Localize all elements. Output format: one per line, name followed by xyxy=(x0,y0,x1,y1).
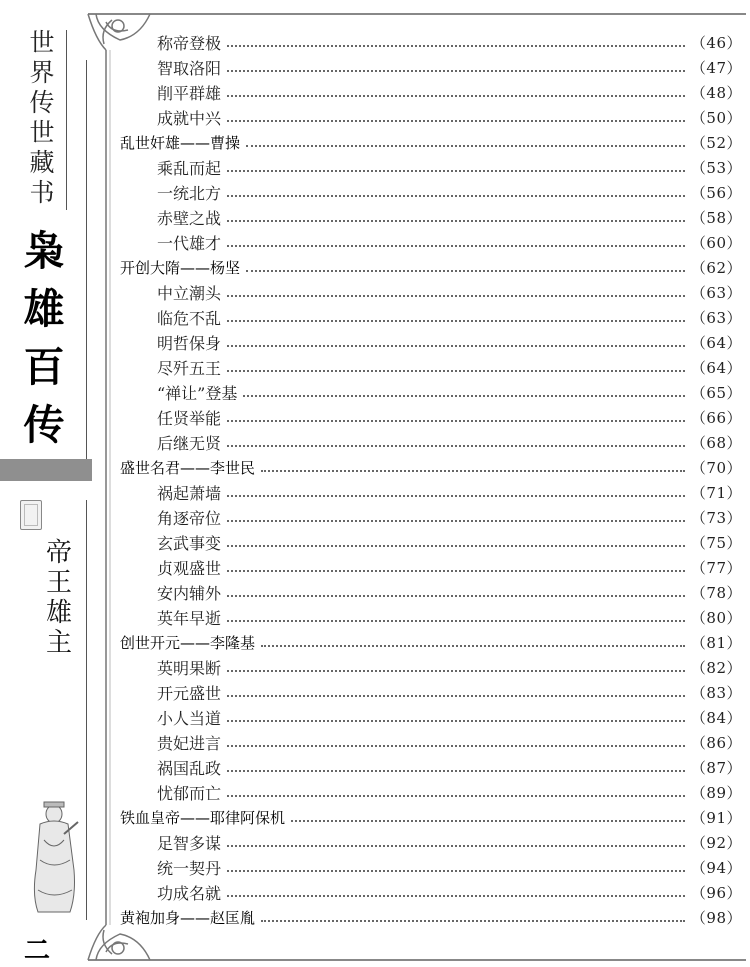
toc-entry-title: 安内辅外 xyxy=(157,584,222,603)
dot-leader xyxy=(227,620,685,622)
toc-entry-page: （84） xyxy=(690,709,742,727)
margin-rule-1 xyxy=(66,30,67,210)
toc-entry-page: （52） xyxy=(690,134,742,152)
toc-section-entry xyxy=(120,55,742,80)
toc-section-entry xyxy=(120,530,742,555)
toc-entry-title: 尽歼五王 xyxy=(157,359,222,378)
dot-leader xyxy=(227,870,685,872)
toc-entry-page: （82） xyxy=(690,659,742,677)
toc-entry-title: “禅让”登基 xyxy=(157,384,238,403)
dot-leader xyxy=(227,320,685,322)
dot-leader xyxy=(227,95,685,97)
toc-section-entry xyxy=(120,580,742,605)
toc-entry-title: 智取洛阳 xyxy=(157,59,222,78)
toc-chapter-entry xyxy=(120,630,742,655)
toc-entry-page: （58） xyxy=(690,209,742,227)
toc-entry-title: 乱世奸雄——曹操 xyxy=(120,134,241,152)
toc-entry-title: 创世开元——李隆基 xyxy=(120,634,256,652)
toc-chapter-entry xyxy=(120,130,742,155)
toc-entry-title: 中立潮头 xyxy=(157,284,222,303)
dot-leader xyxy=(227,545,685,547)
toc-section-entry xyxy=(120,155,742,180)
toc-entry-page: （56） xyxy=(690,184,742,202)
toc-section-entry xyxy=(120,505,742,530)
toc-entry-title: 开创大隋——杨坚 xyxy=(120,259,241,277)
dot-leader xyxy=(261,470,685,472)
dot-leader xyxy=(227,795,685,797)
toc-entry-page: （47） xyxy=(690,59,742,77)
toc-section-entry xyxy=(120,30,742,55)
toc-entry-title: 英明果断 xyxy=(157,659,222,678)
toc-entry-title: 角逐帝位 xyxy=(157,509,222,528)
toc-section-entry xyxy=(120,105,742,130)
margin-rule-2 xyxy=(86,60,87,460)
page-number: 二 xyxy=(24,936,51,966)
toc-entry-page: （78） xyxy=(690,584,742,602)
toc-entry-title: 明哲保身 xyxy=(157,334,222,353)
dot-leader xyxy=(291,820,685,822)
toc-entry-page: （53） xyxy=(690,159,742,177)
toc-section-entry xyxy=(120,730,742,755)
dot-leader xyxy=(227,120,685,122)
toc-entry-page: （98） xyxy=(690,909,742,927)
toc-entry-page: （75） xyxy=(690,534,742,552)
dot-leader xyxy=(227,845,685,847)
dot-leader xyxy=(227,445,685,447)
toc-entry-page: （81） xyxy=(690,634,742,652)
toc-entry-title: 黄袍加身——赵匡胤 xyxy=(120,909,256,927)
toc-entry-title: 一统北方 xyxy=(157,184,222,203)
toc-entry-page: （71） xyxy=(690,484,742,502)
toc-section-entry xyxy=(120,680,742,705)
toc-entry-title: 祸起萧墙 xyxy=(157,484,222,503)
toc-entry-page: （65） xyxy=(690,384,742,402)
toc-entry-title: 开元盛世 xyxy=(157,684,222,703)
toc-section-entry xyxy=(120,755,742,780)
toc-section-entry xyxy=(120,430,742,455)
toc-entry-title: 一代雄才 xyxy=(157,234,222,253)
toc-entry-page: （94） xyxy=(690,859,742,877)
toc-section-entry xyxy=(120,605,742,630)
dot-leader xyxy=(227,745,685,747)
volume-title: 帝 王 雄 主 xyxy=(45,538,72,658)
toc-entry-title: 贵妃进言 xyxy=(157,734,222,753)
toc-chapter-entry xyxy=(120,805,742,830)
dot-leader xyxy=(227,895,685,897)
dot-leader xyxy=(227,170,685,172)
toc-section-entry xyxy=(120,330,742,355)
toc-section-entry xyxy=(120,405,742,430)
dot-leader xyxy=(227,420,685,422)
toc-section-entry xyxy=(120,280,742,305)
toc-entry-page: （60） xyxy=(690,234,742,252)
toc-entry-title: 任贤举能 xyxy=(157,409,222,428)
toc-section-entry xyxy=(120,305,742,330)
dot-leader xyxy=(227,220,685,222)
toc-entry-title: 足智多谋 xyxy=(157,834,222,853)
toc-entry-title: 成就中兴 xyxy=(157,109,222,128)
toc-entry-page: （50） xyxy=(690,109,742,127)
toc-entry-page: （70） xyxy=(690,459,742,477)
toc-entry-title: 玄武事变 xyxy=(157,534,222,553)
toc-entry-title: 忧郁而亡 xyxy=(157,784,222,803)
dot-leader xyxy=(261,645,685,647)
toc-entry-page: （48） xyxy=(690,84,742,102)
toc-entry-page: （62） xyxy=(690,259,742,277)
toc-entry-page: （80） xyxy=(690,609,742,627)
table-of-contents xyxy=(120,30,742,930)
toc-entry-title: 乘乱而起 xyxy=(157,159,222,178)
toc-section-entry xyxy=(120,705,742,730)
toc-section-entry xyxy=(120,555,742,580)
toc-entry-title: 贞观盛世 xyxy=(157,559,222,578)
toc-section-entry xyxy=(120,355,742,380)
toc-entry-page: （91） xyxy=(690,809,742,827)
toc-entry-title: 赤壁之战 xyxy=(157,209,222,228)
toc-entry-page: （63） xyxy=(690,284,742,302)
dot-leader xyxy=(227,720,685,722)
toc-entry-page: （63） xyxy=(690,309,742,327)
dot-leader xyxy=(227,770,685,772)
dot-leader xyxy=(227,570,685,572)
toc-entry-page: （86） xyxy=(690,734,742,752)
dot-leader xyxy=(227,495,685,497)
dot-leader xyxy=(227,245,685,247)
toc-section-entry xyxy=(120,180,742,205)
toc-entry-title: 称帝登极 xyxy=(157,34,222,53)
toc-entry-page: （77） xyxy=(690,559,742,577)
dot-leader xyxy=(227,520,685,522)
toc-section-entry xyxy=(120,780,742,805)
toc-section-entry xyxy=(120,80,742,105)
toc-entry-title: 临危不乱 xyxy=(157,309,222,328)
toc-entry-page: （68） xyxy=(690,434,742,452)
toc-chapter-entry xyxy=(120,255,742,280)
toc-section-entry xyxy=(120,380,742,405)
toc-entry-page: （87） xyxy=(690,759,742,777)
dot-leader xyxy=(246,145,685,147)
toc-entry-page: （46） xyxy=(690,34,742,52)
dot-leader xyxy=(243,395,685,397)
toc-entry-title: 盛世名君——李世民 xyxy=(120,459,256,477)
toc-chapter-entry xyxy=(120,905,742,930)
toc-entry-page: （92） xyxy=(690,834,742,852)
toc-entry-title: 削平群雄 xyxy=(157,84,222,103)
toc-entry-title: 统一契丹 xyxy=(157,859,222,878)
toc-entry-title: 功成名就 xyxy=(157,884,222,903)
toc-section-entry xyxy=(120,830,742,855)
toc-entry-title: 祸国乱政 xyxy=(157,759,222,778)
dot-leader xyxy=(227,695,685,697)
toc-section-entry xyxy=(120,480,742,505)
toc-section-entry xyxy=(120,855,742,880)
dot-leader xyxy=(246,270,685,272)
toc-entry-page: （83） xyxy=(690,684,742,702)
dot-leader xyxy=(261,920,685,922)
dot-leader xyxy=(227,70,685,72)
dot-leader xyxy=(227,295,685,297)
dot-leader xyxy=(227,670,685,672)
toc-entry-page: （64） xyxy=(690,359,742,377)
dot-leader xyxy=(227,195,685,197)
toc-section-entry xyxy=(120,880,742,905)
toc-entry-page: （96） xyxy=(690,884,742,902)
toc-section-entry xyxy=(120,205,742,230)
toc-entry-title: 英年早逝 xyxy=(157,609,222,628)
toc-entry-title: 后继无贤 xyxy=(157,434,222,453)
toc-entry-page: （73） xyxy=(690,509,742,527)
toc-entry-page: （66） xyxy=(690,409,742,427)
toc-section-entry xyxy=(120,230,742,255)
emperor-figure-illustration xyxy=(26,800,84,920)
toc-entry-title: 铁血皇帝——耶律阿保机 xyxy=(120,809,286,827)
margin-rule-3 xyxy=(86,500,87,920)
toc-chapter-entry xyxy=(120,455,742,480)
toc-entry-title: 小人当道 xyxy=(157,709,222,728)
dot-leader xyxy=(227,345,685,347)
book-title: 枭 雄 百 传 xyxy=(23,227,65,449)
dot-leader xyxy=(227,45,685,47)
bottom-ornament xyxy=(88,925,150,960)
toc-entry-page: （64） xyxy=(690,334,742,352)
series-title: 世 界 传 世 藏 书 xyxy=(29,28,55,207)
seal-icon xyxy=(20,500,42,530)
toc-section-entry xyxy=(120,655,742,680)
dot-leader xyxy=(227,595,685,597)
dot-leader xyxy=(227,370,685,372)
gray-band xyxy=(0,459,92,481)
toc-entry-page: （89） xyxy=(690,784,742,802)
margin-column xyxy=(0,0,92,967)
